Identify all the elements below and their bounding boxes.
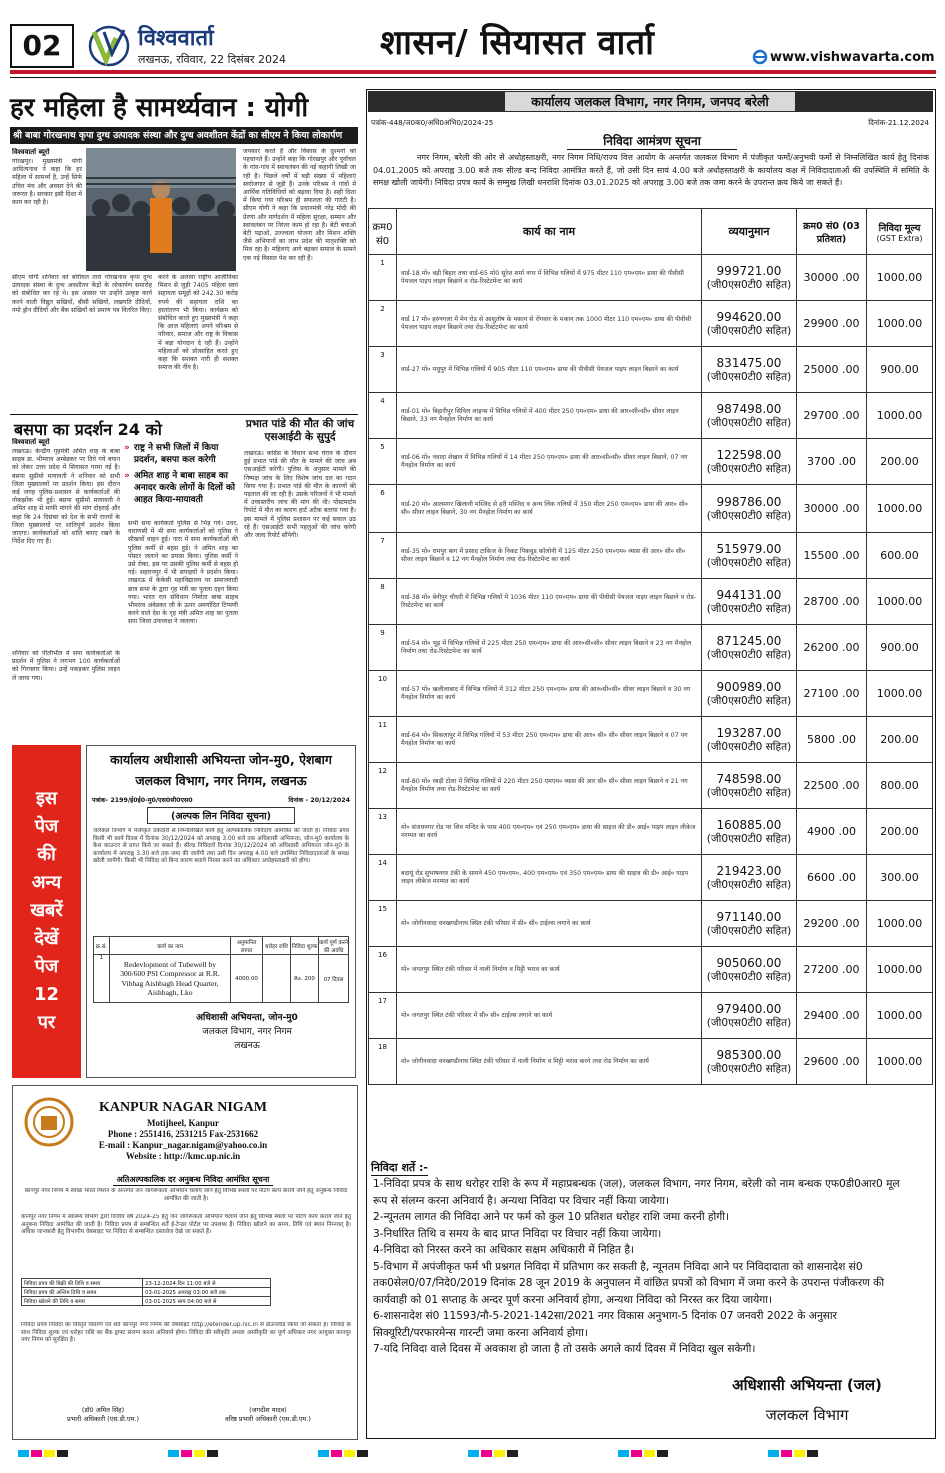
color-swatch <box>618 1450 629 1457</box>
th: कार्य का नाम <box>110 937 231 955</box>
tender-fee: 200.00 <box>867 809 933 855</box>
tender-est: 987498.00 (जी0एस0टी0 सहित) <box>702 393 797 439</box>
tender-sl: 13 <box>369 809 397 855</box>
tender-row <box>369 809 933 855</box>
tender-work: वार्ड-18 मो० बड़ी बिहार तथा वार्ड-65 मो0 सुरेश शर्मा नगर में विभिन्न गलियों में 975 मीटर 110 एम०एम० डाया की पीवीसी पेयजल पाइप लाइन बिछाने व रोड-रिस्टेटमेन्ट का कार्य <box>397 255 702 301</box>
tender-sl: 5 <box>369 439 397 485</box>
tender-row <box>369 993 933 1039</box>
tender-sl: 9 <box>369 625 397 671</box>
kanpur-footer: निविदा प्रपत्र निविदा का विस्तृत विवरण एवं शर्तें कानपुर नगर निगम की वेबसाइट http://etender.up.nic.in से डाउनलोड किया जा सकता है। निविदा के साथ निविदा शुल्क एवं धरोहर राशि का बैंक ड्राफ्ट संलग्न करना अनिवार्य होगा। निविदा की स्वीकृति अथवा अस्वीकृति का पूर्ण अधिकार नगर आयुक्त कानपुर नगर निगम को सुरक्षित है। <box>21 1322 351 1344</box>
color-swatch <box>781 1450 792 1457</box>
bsp-bullets <box>124 442 236 506</box>
th-work: कार्य का नाम <box>397 209 702 255</box>
tender-fee: 800.00 <box>867 763 933 809</box>
tender-est: 999721.00 (जी0एस0टी0 सहित) <box>702 255 797 301</box>
tender-est: 515979.00 (जी0एस0टी0 सहित) <box>702 533 797 579</box>
th-sl: क्रम0 सं0 <box>369 209 397 255</box>
tender-work: वार्ड-57 मो० खलीलाबाद में विभिन्न गलियों में 312 मीटर 250 एम०एम० डाया की आर०सी०सी० सीवर लाइन बिछाने व 30 नग मैनहोल निर्माण का कार्य <box>397 671 702 717</box>
paper-name: विश्ववार्ता <box>138 26 214 51</box>
kanpur-sign-right: (जगदीश यादव) वरिष्ठ प्रभारी अधिकारी (एस.डी.एम.) <box>225 1406 311 1423</box>
tender-sl: 14 <box>369 855 397 901</box>
tender-row <box>369 439 933 485</box>
tender-row <box>369 255 933 301</box>
tender-fee: 900.00 <box>867 347 933 393</box>
color-swatch <box>331 1450 342 1457</box>
tender-work: वार्ड-01 मो० बिहारीपुर सिविल लाइन्स में विभिन्न गलियों में 400 मीटर 250 एम०एम० डाया की आर०सी०सी० सीवर लाइन बिछाने, 33 नग मैनहोल निर्माण का कार्य <box>397 393 702 439</box>
kanpur-notice <box>12 1085 358 1440</box>
tender-emd: 3700 .00 <box>797 439 867 485</box>
tender-fee: 1000.00 <box>867 579 933 625</box>
tender-emd: 22500 .00 <box>797 763 867 809</box>
tender-row <box>369 301 933 347</box>
tender-emd: 5800 .00 <box>797 717 867 763</box>
cell: Rs. 200 <box>291 955 319 1003</box>
tender-emd: 29200 .00 <box>797 901 867 947</box>
bsp-headline: बसपा का प्रदर्शन 24 को <box>14 420 162 439</box>
aishbagh-body: जलकल विभाग में पंजीकृत ठेकेदारों से निम्नलिखित कार्य हेतु अल्पकालिक निविदायें आमंत्रित की जाती हैं। निविदा प्रपत्र किसी भी कार्य दिवस में दिनांक 30/12/2024 को अपराह्न 3.00 बजे तक अधिशासी अभियन्ता, जोन-मु0 कार्यालय के कैश काउन्टर से प्राप्त किये जा सकते हैं। सील्ड निविदायें दिनांक 30/12/2024 को अधिशासी अभियन्ता जोन-मु0 के कार्यालय में अपराह्न 3.30 बजे तक जमा की जायेंगी तथा उसी दिन अपराह्न 4.00 बजे उपस्थित निविदादाताओं के समक्ष खोली जायेंगी। किसी भी निविदा को बिना कारण बताये निरस्त करने का अधिकार अधोहस्ताक्षरी को होगा। <box>93 828 349 865</box>
tender-emd: 29400 .00 <box>797 993 867 1039</box>
tender-work: बदायूं रोड सुभाषनगर टंकी के सामने 450 एम०एम०, 400 एम०एम० एवं 350 एम०एम० डाया की साइज की डी० आई० पाइप लाइन लीकेज मरम्मत का कार्य <box>397 855 702 901</box>
tender-row <box>369 1039 933 1085</box>
tender-row <box>369 347 933 393</box>
color-swatch <box>468 1450 479 1457</box>
tender-est: 122598.00 (जी0एस0टी0 सहित) <box>702 439 797 485</box>
term-line: 7-यदि निविदा वाले दिवस में अवकाश हो जाता है तो उसके अगले कार्य दिवस में निविदा खुल सकेगी। <box>373 1343 756 1355</box>
color-swatch <box>18 1450 29 1457</box>
tender-fee: 300.00 <box>867 855 933 901</box>
tender-fee: 1000.00 <box>867 671 933 717</box>
tender-row <box>369 625 933 671</box>
tender-fee: 1000.00 <box>867 901 933 947</box>
tender-row <box>369 485 933 533</box>
lead-col3: जयकार करते हैं और विकास के दुश्मनों को पहचानते हैं। उन्होंने कहा कि गोरखपुर और पूर्वांचल के गांव-गांव में स्वावलंबन की नई कहानी लिखी जा रही है। पिछले वर्षों में बड़ी संख्या में महिलाएं स्वरोजगार से जुड़ी हैं। उनके परिश्रम ने गांवों में आर्थिक गतिविधियों को बढ़ावा दिया है। सही दिशा में किया गया परिश्रम ही सफलता की गारंटी है। सीएम योगी ने कहा कि प्रधानमंत्री नरेंद्र मोदी की प्रेरणा और मार्गदर्शन में महिला सुरक्षा, सम्मान और स्वावलंबन पर निरंतर काम हो रहा है। बेटी बचाओ बेटी पढ़ाओ, उज्ज्वला योजना और मिशन शक्ति जैसे अभियानों का लाभ प्रदेश की मातृशक्ति को मिल रहा है। महिलाएं आगे बढ़कर समाज के सामने एक नई मिसाल पेश कर रही हैं। <box>243 148 356 262</box>
tender-sl: 1 <box>369 255 397 301</box>
quote-icon: » <box>124 471 130 481</box>
bsp-bullet: » अमित शाह ने बाबा साहब का अनादर करके लोगों के दिलों को आहत किया-मायावती <box>124 471 236 505</box>
aishbagh-title: (अल्पक लिन निविदा सूचना) <box>147 807 295 824</box>
tender-fee: 1000.00 <box>867 255 933 301</box>
tender-sl: 17 <box>369 993 397 1039</box>
term-line: तक0सेल0/07/निदे0/2019 दिनांक 28 जून 2019 के अनुपालन में वांछित प्रपत्रों को विभाग में जमा करने के उपरान्त पंजीकरण की <box>373 1277 885 1289</box>
tender-est: 900989.00 (जी0एस0टी0 सहित) <box>702 671 797 717</box>
aishbagh-office: कार्यालय अधीशासी अभियन्ता जोन-मु0, ऐशबाग <box>110 752 332 767</box>
bsp-col1: लखनऊ। केन्द्रीय गृहमंत्री अमित शाह के बाबा साहब डा. भीमराव अम्बेडकर पर दिये गये बयान को लेकर उत्तर प्रदेश में सियासत गरमा गई है। बसपा सुप्रीमो मायावती ने शनिवार को सभी जिला मुख्यालयों पर प्रदर्शन किया। इस दौरान कई जगह पुलिस-प्रशासन से कार्यकर्ताओं की नोकझोंक भी हुई। बसपा सुप्रीमो मायावती ने अमित शाह से माफी मांगने की मांग दोहराई और कहा कि 24 दिसंबर को देश के सभी राज्यों के जिला मुख्यालयों पर शांतिपूर्ण प्रदर्शन किया जाएगा। कार्यकर्ताओं को शांति बनाए रखने के निर्देश दिए गए हैं। <box>12 448 120 546</box>
tender-work: मो० जगतपुर स्थित टंकी परिसर में नाली निर्माण व मिट्टी भराव का कार्य <box>397 947 702 993</box>
kanpur-body: कानपुर नगर निगम में स्वास्थ्य विभाग द्वारा वित्तीय वर्ष 2024-25 हेतु जन जागरूकता अभियान चलाये जाने हेतु विभिन्न स्थलों पर पेंटिंग कार्य कराये जाने हेतु अनुबन्ध निविदा आमंत्रित की जाती है। निविदा प्रपत्र से सम्बन्धित शर्तें ई-टेन्डर पोर्टल पर उपलब्ध हैं। निविदा खोलने का समय, तिथि एवं स्थान निम्नवत् है। अधिक जानकारी हेतु विभागीय वेबसाइट पर निविदा से सम्बन्धित दस्तावेज देखे जा सकते हैं। <box>21 1214 351 1236</box>
cell: 07 दिवस <box>319 955 349 1003</box>
aishbagh-ref: पत्रांक- 2199/ई0ई0-मु0/एस0सी0एस0 <box>92 797 193 804</box>
th: कार्य पूर्ण करने की अवधि <box>319 937 349 955</box>
kanpur-emblem-icon <box>23 1096 75 1148</box>
tender-work: वार्ड-06 मो० नवादा शेखान में विभिन्न गलियों में 14 मीटर 250 एम०एम० डाया की आर०सी०सी० सीवर लाइन बिछाने, 07 नग मैनहोल निर्माण का कार्य <box>397 439 702 485</box>
bsp-col2: सभी सपा कार्यकर्ता पुलिस से भिड़ गये। उधर, वाराणसी में भी सपा कार्यकर्ताओं को पुलिस ने सीखचों वाहन हुई। नारा में सपा कार्यकर्ताओं की पुलिस कर्मी से बहस हुई। ने अमित शाह का पोस्टर जलाने का प्रयास किया। पुलिस कर्मी ने उसे रोका, इस पर उसकी पुलिस कर्मी से बहस हो गई। सहारनपुर में भी सपाइयों ने प्रदर्शन किया। लखनऊ में केकेसी महाविद्यालय पर समाजवादी छात्र सभा के द्वारा गृह मंत्री का पुतला दहन किया गया। भारत रत्न संविधान निर्माता बाबा साहब भीमराव अंबेडकर जी के ऊपर अमर्यादित टिप्पणी करने वाले देश के गृह मंत्री अमित शाह का पुतला सपा जिला उपाध्यक्ष ने जलाया। <box>128 520 238 626</box>
tender-row <box>369 533 933 579</box>
th: अनुमानित लागत <box>231 937 263 955</box>
tender-emd: 4900 .00 <box>797 809 867 855</box>
bareilly-notice <box>366 89 936 1439</box>
tender-emd: 29700 .00 <box>797 393 867 439</box>
cell: 1 <box>94 955 110 1003</box>
tender-est: 831475.00 (जी0एस0टी0 सहित) <box>702 347 797 393</box>
tender-work: मो० जगतपुर स्थित टंकी परिसर में सी० सी० टाईल्स लगाने का कार्य <box>397 993 702 1039</box>
quote-icon: » <box>124 443 130 453</box>
th: निविदा शुल्क <box>291 937 319 955</box>
tender-est: 998786.00 (जी0एस0टी0 सहित) <box>702 485 797 533</box>
tender-sl: 10 <box>369 671 397 717</box>
tender-work: वार्ड-64 मो० सिकलापुर में विभिन्न गलियों में 53 मीटर 250 एम०एम० डाया की आर० सी० सी० सीवर लाइन बिछाने व 07 नग मैनहोल निर्माण का कार्य <box>397 717 702 763</box>
tender-work: वार्ड-35 मो० रामपुर बाग में प्रसाद टाकिज के निकट पिकवुड कॉलोनी में 125 मीटर 250 एम०एम० व्यास की आर० सी० सी० सीवर लाइन बिछाने व 12 नग मैनहोल निर्माण तथा रोड-रिस्टेटमेन्ट का कार्य <box>397 533 702 579</box>
kanpur-title: अतिअल्पकालिक दर अनुबन्ध निविदा आमंत्रित सूचना <box>113 1174 273 1186</box>
tender-work: वार्ड-80 मो० रबड़ी टोला में विभिन्न गलियों में 220 मीटर 250 एमएम० व्यास की आर सी० सी० सीवर लाइन बिछाने व 21 नग मैनहोल निर्माण तथा रोड-रिस्टेटमेन्ट का कार्य <box>397 763 702 809</box>
color-swatch <box>344 1450 355 1457</box>
lead-subhead: श्री बाबा गोरखनाथ कृपा दुग्ध उत्पादक संस्था और दुग्ध अवशीतन केंद्रों का सीएम ने किया लोकार्पण <box>10 127 358 144</box>
color-swatch <box>644 1450 655 1457</box>
tender-emd: 27100 .00 <box>797 671 867 717</box>
bsp-byline: विश्ववार्ता ब्यूरो <box>12 438 50 446</box>
color-swatch <box>631 1450 642 1457</box>
masthead-rule <box>10 70 936 74</box>
color-swatch <box>657 1450 668 1457</box>
tender-sl: 15 <box>369 901 397 947</box>
tender-work: मो० जोगीनवादा वनखण्डीनाथ स्थित टंकी परिसर में सी० सी० टाईल्स लगाने का कार्य <box>397 901 702 947</box>
aishbagh-notice <box>86 745 356 1078</box>
tender-row <box>369 947 933 993</box>
color-swatch <box>318 1450 329 1457</box>
bareilly-ref: पत्रांक-448/ज0क0/अधि0अभि0/2024-25 <box>371 118 494 127</box>
see-page-band[interactable]: इस पेज की अन्य खबरें देखें पेज 12 पर <box>12 745 81 1078</box>
tender-fee: 1000.00 <box>867 1039 933 1085</box>
tender-sl: 12 <box>369 763 397 809</box>
tender-est: 994620.00 (जी0एस0टी0 सहित) <box>702 301 797 347</box>
tender-fee: 1000.00 <box>867 993 933 1039</box>
prabhat-headline: प्रभात पांडे की मौत की जांच एसआईटी के सुपुर्द <box>245 418 355 443</box>
tender-work: वार्ड-54 मो० भूड़ में विभिन्न गलियों में 225 मीटर 250 एम०एम० डाया की आर०सी०सी० सीवर लाइन बिछाने व 23 नग मैनहोल निर्माण तथा रोड-रिस्टेटमेन्ट का कार्य <box>397 625 702 671</box>
tender-fee: 1000.00 <box>867 393 933 439</box>
dateline: लखनऊ, रविवार, 22 दिसंबर 2024 <box>138 53 287 66</box>
kanpur-sign-left: (डॉ0 अमित सिंह) प्रभारी अधिकारी (एस.डी.एम.) <box>67 1406 139 1423</box>
tender-work: वार्ड-27 मो० मधुपुर में विभिन्न गलियों में 905 मीटर 110 एम०एम० डाया की पीवीसी पेयजल पाइप लाइन बिछाने का कार्य <box>397 347 702 393</box>
tender-fee: 1000.00 <box>867 301 933 347</box>
terms-title: निविदा शर्ते :- <box>371 1161 428 1174</box>
tender-work: वार्ड-38 मो० बेनीपुर चौधरी में विभिन्न गलियों में 1036 मीटर 110 एम०एम० डाया की पीवीसी पेयजल पाइप लाइन बिछाने व रोड-रिस्टेटमेन्ट का कार्य <box>397 579 702 625</box>
terms-list <box>373 1176 929 1358</box>
tender-sl: 11 <box>369 717 397 763</box>
tender-emd: 26200 .00 <box>797 625 867 671</box>
term-line: 1-निविदा प्रपत्र के साथ धरोहर राशि के रूप में महाप्रबन्धक (जल), जलकल विभाग, नगर निगम, बरेली को नाम बन्धक एफ0डी0आर0 मूल <box>373 1178 900 1190</box>
color-swatch <box>181 1450 192 1457</box>
cell: 4000.00 <box>231 955 263 1003</box>
tender-emd: 29600 .00 <box>797 1039 867 1085</box>
bareilly-table <box>368 208 933 1085</box>
aishbagh-dept: जलकल विभाग, नगर निगम, लखनऊ <box>135 773 307 788</box>
bsp-col1b: शनिवार को पीलीभीत में सपा कार्यकर्ताओं के प्रदर्शन में पुलिस ने लगभग 100 कार्यकर्ताओं को गिरफ्तार किया। उन्हें पकड़कर पुलिस लाइन ले जाया गया। <box>12 650 120 682</box>
bareilly-office: कार्यालय जलकल विभाग, नगर निगम, जनपद बरेली <box>505 92 795 111</box>
tender-sl: 3 <box>369 347 397 393</box>
th: क्र.सं. <box>94 937 110 955</box>
color-swatch <box>44 1450 55 1457</box>
tender-emd: 6600 .00 <box>797 855 867 901</box>
section-title: शासन/ सियासत वार्ता <box>380 23 655 63</box>
bareilly-intro: नगर निगम, बरेली की ओर से अधोहस्ताक्षरी, नगर निगम निधि/राज्य वित्त आयोग के अन्तर्गत जलकल विभाग में पंजीकृत फर्मो/अनुभवी फर्मो से निम्नलिखित कार्य हेतु दिनांक 04.01.2005 को अपराह्न 3.00 बजे तक सील्ड बन्द निविदा आमंत्रित करते हैं, जो उसी दिन सायं 4.00 बजे अधोहस्ताक्षरी के कार्यालय कक्ष में निविदादाताओं की उपस्थिति में समिति के समक्ष खोली जायेगी। निविदा प्रपत्र कार्य के सम्मुख लिखी धनराशि दिनांक 03.01.2025 को अपराह्न 3.00 बजे तक जमा करने के उपरान्त क्रय किये जा सकते हैं। <box>373 153 929 187</box>
tender-work: वार्ड-20 मो० आलमगर खिलानी मस्जिद से हरी मस्जिद व अन्य लिंक गलियों में 350 मीटर 250 एम०एम० डाया की आर० सी० सी० सीवर लाइन बिछाने, 30 नग मैनहोल निर्माण का कार्य <box>397 485 702 533</box>
term-line: 5-विभाग में अपंजीकृत फर्म भी प्रश्नगत निविदा में प्रतिभाग कर सकती है, न्यूनतम निविदा आने पर निविदादाता को शासनादेश सं0 <box>373 1260 863 1273</box>
color-swatch <box>507 1450 518 1457</box>
page-number: 02 <box>10 24 74 68</box>
aishbagh-date: दिनांक - 20/12/2024 <box>288 797 350 804</box>
color-swatch <box>807 1450 818 1457</box>
tender-fee: 900.00 <box>867 625 933 671</box>
term-line: 4-निविदा को निरस्त करने का अधिकार सक्षम अधिकारी में निहित है। <box>373 1244 635 1256</box>
website-link[interactable]: www.vishwavarta.com <box>770 50 935 65</box>
tender-est: 971140.00 (जी0एस0टी0 सहित) <box>702 901 797 947</box>
color-swatch <box>207 1450 218 1457</box>
tender-row <box>369 901 933 947</box>
tender-row <box>369 579 933 625</box>
kanpur-org: KANPUR NAGAR NIGAM <box>99 1100 267 1115</box>
color-swatch <box>194 1450 205 1457</box>
tender-fee: 200.00 <box>867 717 933 763</box>
tender-sl: 6 <box>369 485 397 533</box>
th-fee: निविदा मूल्य (GST Extra) <box>867 209 933 255</box>
prabhat-body: लखनऊ। कांग्रेस के विधान सभा घेराव के दौरान हुई प्रभात पांडे की मौत के मामले की जांच अब एसआईटी करेगी। पुलिस के अनुसार मामले की निष्पक्ष जांच के लिए विशेष जांच दल का गठन किया गया है। प्रभात पांडे की मौत के कारणों की पड़ताल की जा रही है। उसके परिजनों ने भी मामले में उच्चस्तरीय जांच की मांग की थी। पोस्टमार्टम रिपोर्ट में मौत का कारण हार्ट अटैक बताया गया है। इस मामले में पुलिस प्रशासन पर कई सवाल उठ रहे हैं। एसआईटी सभी पहलुओं की जांच करेगी और जल्द रिपोर्ट सौंपेगी। <box>244 450 356 540</box>
lead-byline: विश्ववार्ता ब्यूरो <box>12 148 50 156</box>
tender-est: 219423.00 (जी0एस0टी0 सहित) <box>702 855 797 901</box>
tender-emd: 27200 .00 <box>797 947 867 993</box>
masthead-rule-thin <box>10 77 936 78</box>
tender-row <box>369 763 933 809</box>
th: धरोहर राशि <box>263 937 291 955</box>
tender-fee: 1000.00 <box>867 947 933 993</box>
tender-est: 979400.00 (जी0एस0टी0 सहित) <box>702 993 797 1039</box>
tender-row <box>369 671 933 717</box>
tender-work: वार्ड 17 मो० हरुनगला में मेन रोड से आशुतोष के मकान से रोंगवार के मकान तक 1000 मीटर 110 एम०एम० डाया की पीवीसी पेयजल पाइप लाइन बिछाने तथा रोड-रिस्टेटमेन्ट का कार्य <box>397 301 702 347</box>
tender-est: 944131.00 (जी0एस0टी0 सहित) <box>702 579 797 625</box>
tender-sl: 18 <box>369 1039 397 1085</box>
tender-emd: 25000 .00 <box>797 347 867 393</box>
lead-col1-bottom: सीएम योगी शनिवार को बोरीयल तारा गोरखनाथ कृपा दुग्ध उत्पादक संस्था के दुग्ध अवशीतन केंद्रों के लोकार्पण समारोह को संबोधित कर रहे थे। इस अवसर पर उन्होंने उत्कृष्ट कार्य करने वाली विद्युत सखियों, बीसी सखियों, लखपति दीदियों, नमो ड्रोन दीदियों और बैंक सखियों को प्रमाण पत्र वितरित किए। <box>12 274 152 314</box>
lead-photo <box>86 148 236 271</box>
color-swatch <box>357 1450 368 1457</box>
color-swatch <box>481 1450 492 1457</box>
bareilly-title: निविदा आमंत्रण सूचना <box>567 132 737 150</box>
tender-row <box>369 717 933 763</box>
tender-est: 905060.00 (जी0एस0टी0 सहित) <box>702 947 797 993</box>
tender-work: मो० जोगीनवादा वनखण्डीनाथ स्थित टंकी परिसर में नाली निर्माण व मिट्टी भराव करने तथा रोड निर्माण का कार्य <box>397 1039 702 1085</box>
tender-est: 160885.00 (जी0एस0टी0 सहित) <box>702 809 797 855</box>
tender-emd: 15500 .00 <box>797 533 867 579</box>
tender-sl: 16 <box>369 947 397 993</box>
tender-est: 193287.00 (जी0एस0टी0 सहित) <box>702 717 797 763</box>
color-swatch <box>794 1450 805 1457</box>
tender-emd: 29900 .00 <box>797 301 867 347</box>
term-line: रूप से संलग्न करना अनिवार्य है। अन्यथा निविदा पर विचार नहीं किया जायेगा। <box>373 1194 670 1207</box>
th-est: व्ययानुमान <box>702 209 797 255</box>
term-line: 6-शासनादेश सं0 11593/नौ-5-2021-142सा/2021 नगर विकास अनुभाग-5 दिनांक 07 जनवरी 2022 के अनुसार <box>373 1310 837 1322</box>
term-line: 2-न्यूनतम लागत की निविदा आने पर फर्म को कुल 10 प्रतिशत धरोहर राशि जमा करनी होगी। <box>373 1211 730 1223</box>
divider <box>10 414 358 415</box>
aishbagh-table <box>93 936 349 1003</box>
term-line: 3-निर्धारित तिथि व समय के बाद प्राप्त निविदा पर विचार नहीं किया जायेगा। <box>373 1227 662 1240</box>
term-line: कार्यवाही को 01 सप्ताह के अन्दर पूर्ण करना अनिवार्य होगा, अन्यथा निविदा को निरस्त कर दिया जायेगा। <box>373 1293 772 1306</box>
tender-emd: 30000 .00 <box>797 255 867 301</box>
lead-headline: हर महिला है सामर्थ्यवान : योगी <box>10 93 309 123</box>
tender-sl: 2 <box>369 301 397 347</box>
tender-work: मो० संजयनगर रोड पर शिव मन्दिर के पास 400 एम०एम० एवं 250 एम०एम० डाया की साइज की डी० आई० पाइप लाइन लीकेज मरम्मत का कार्य <box>397 809 702 855</box>
internet-explorer-icon <box>752 49 768 65</box>
bareilly-date: दिनांक-21.12.2024 <box>868 118 929 127</box>
tender-row <box>369 393 933 439</box>
tender-emd: 30000 .00 <box>797 485 867 533</box>
aishbagh-sign: अधिशासी अभियन्ता, जोन-मु0 जलकल विभाग, नगर निगम लखनऊ <box>196 1013 298 1051</box>
cell: Redevlopment of Tubewell by 300/600 PSI Compressor at R.R. Vibhag Aishbagh Head Quarter, Aishbagh, Lko <box>110 955 231 1003</box>
bareilly-sign: अधिशासी अभियन्ता (जल) जलकल विभाग <box>732 1376 882 1424</box>
tender-sl: 8 <box>369 579 397 625</box>
tender-est: 748598.00 (जी0एस0टी0 सहित) <box>702 763 797 809</box>
color-swatch <box>57 1450 68 1457</box>
tender-est: 985300.00 (जी0एस0टी0 सहित) <box>702 1039 797 1085</box>
tender-emd: 28700 .00 <box>797 579 867 625</box>
lead-col2-bottom: करने के अलावा राष्ट्रीय आजीविका मिशन से जुड़ी 7405 महिला स्वयं सहायता समूहों को 242.30 करोड़ रुपये की सहायता राशि का हस्तांतरण भी किया। कार्यक्रम को संबोधित करते हुए मुख्यमंत्री ने कहा कि आज महिलाएं अपने परिश्रम से परिवार, समाज और राष्ट्र के विकास में बड़ा योगदान दे रही हैं। उन्होंने महिलाओं को प्रोत्साहित करते हुए कहा कि सशक्त नारी ही सशक्त समाज की नींव है। <box>158 274 238 372</box>
tender-sl: 7 <box>369 533 397 579</box>
vv-logo-icon <box>86 24 132 68</box>
th-emd: क्रम0 सं0 (03 प्रतिशत) <box>797 209 867 255</box>
cell <box>263 955 291 1003</box>
kanpur-contacts: Motijheel, Kanpur Phone : 2551416, 2531215 Fax-2531662 E-mail : Kanpur_nagar.nigam@yahoo.co.in Website : http://kmc.up.nic.in <box>98 1118 268 1161</box>
term-line: सिक्यूरिटी/परफारमेन्स गारन्टी जमा करना अनिवार्य होगा। <box>373 1326 588 1339</box>
lead-col1-top: गोरखपुर। मुख्यमंत्री योगी आदित्यनाथ ने कहा कि हर महिला में सामर्थ्य है, उन्हें सिर्फ उचित मंच और अवसर देने की जरूरत है। सरकार इसी दिशा में काम कर रही है। <box>12 158 82 207</box>
kanpur-intro: कानपुर नगर निगम में स्वच्छ भारत मिशन के अन्तर्गत जन जागरूकता अभियान चलाये जाने हेतु विभिन्न स्थलों पर पेंटिंग कार्य कराये जाने हेतु अनुबन्ध निविदा आमंत्रित की जाती है। <box>24 1188 348 1202</box>
tender-fee: 200.00 <box>867 439 933 485</box>
color-swatch <box>768 1450 779 1457</box>
tender-fee: 1000.00 <box>867 485 933 533</box>
color-swatch <box>31 1450 42 1457</box>
tender-fee: 600.00 <box>867 533 933 579</box>
tender-est: 871245.00 (जी0एस0टी0 सहित) <box>702 625 797 671</box>
tender-sl: 4 <box>369 393 397 439</box>
kanpur-dates: निविदा प्रपत्र की बिक्री की तिथि व समय 23-12-2024 दिन 11:00 बजे से निविदा प्रपत्र की अन्तिम तिथि व समय 03-01-2025 अपराह्न 03:00 बजे तक निविदा खोलने की तिथि व समय 03-01-2025 सायं 04:00 बजे से <box>21 1278 271 1306</box>
color-swatch <box>494 1450 505 1457</box>
bsp-bullet: » राष्ट्र ने सभी जिलों में किया प्रदर्शन, बसपा कल करेगी <box>124 443 219 465</box>
tender-row <box>369 855 933 901</box>
color-swatch <box>168 1450 179 1457</box>
